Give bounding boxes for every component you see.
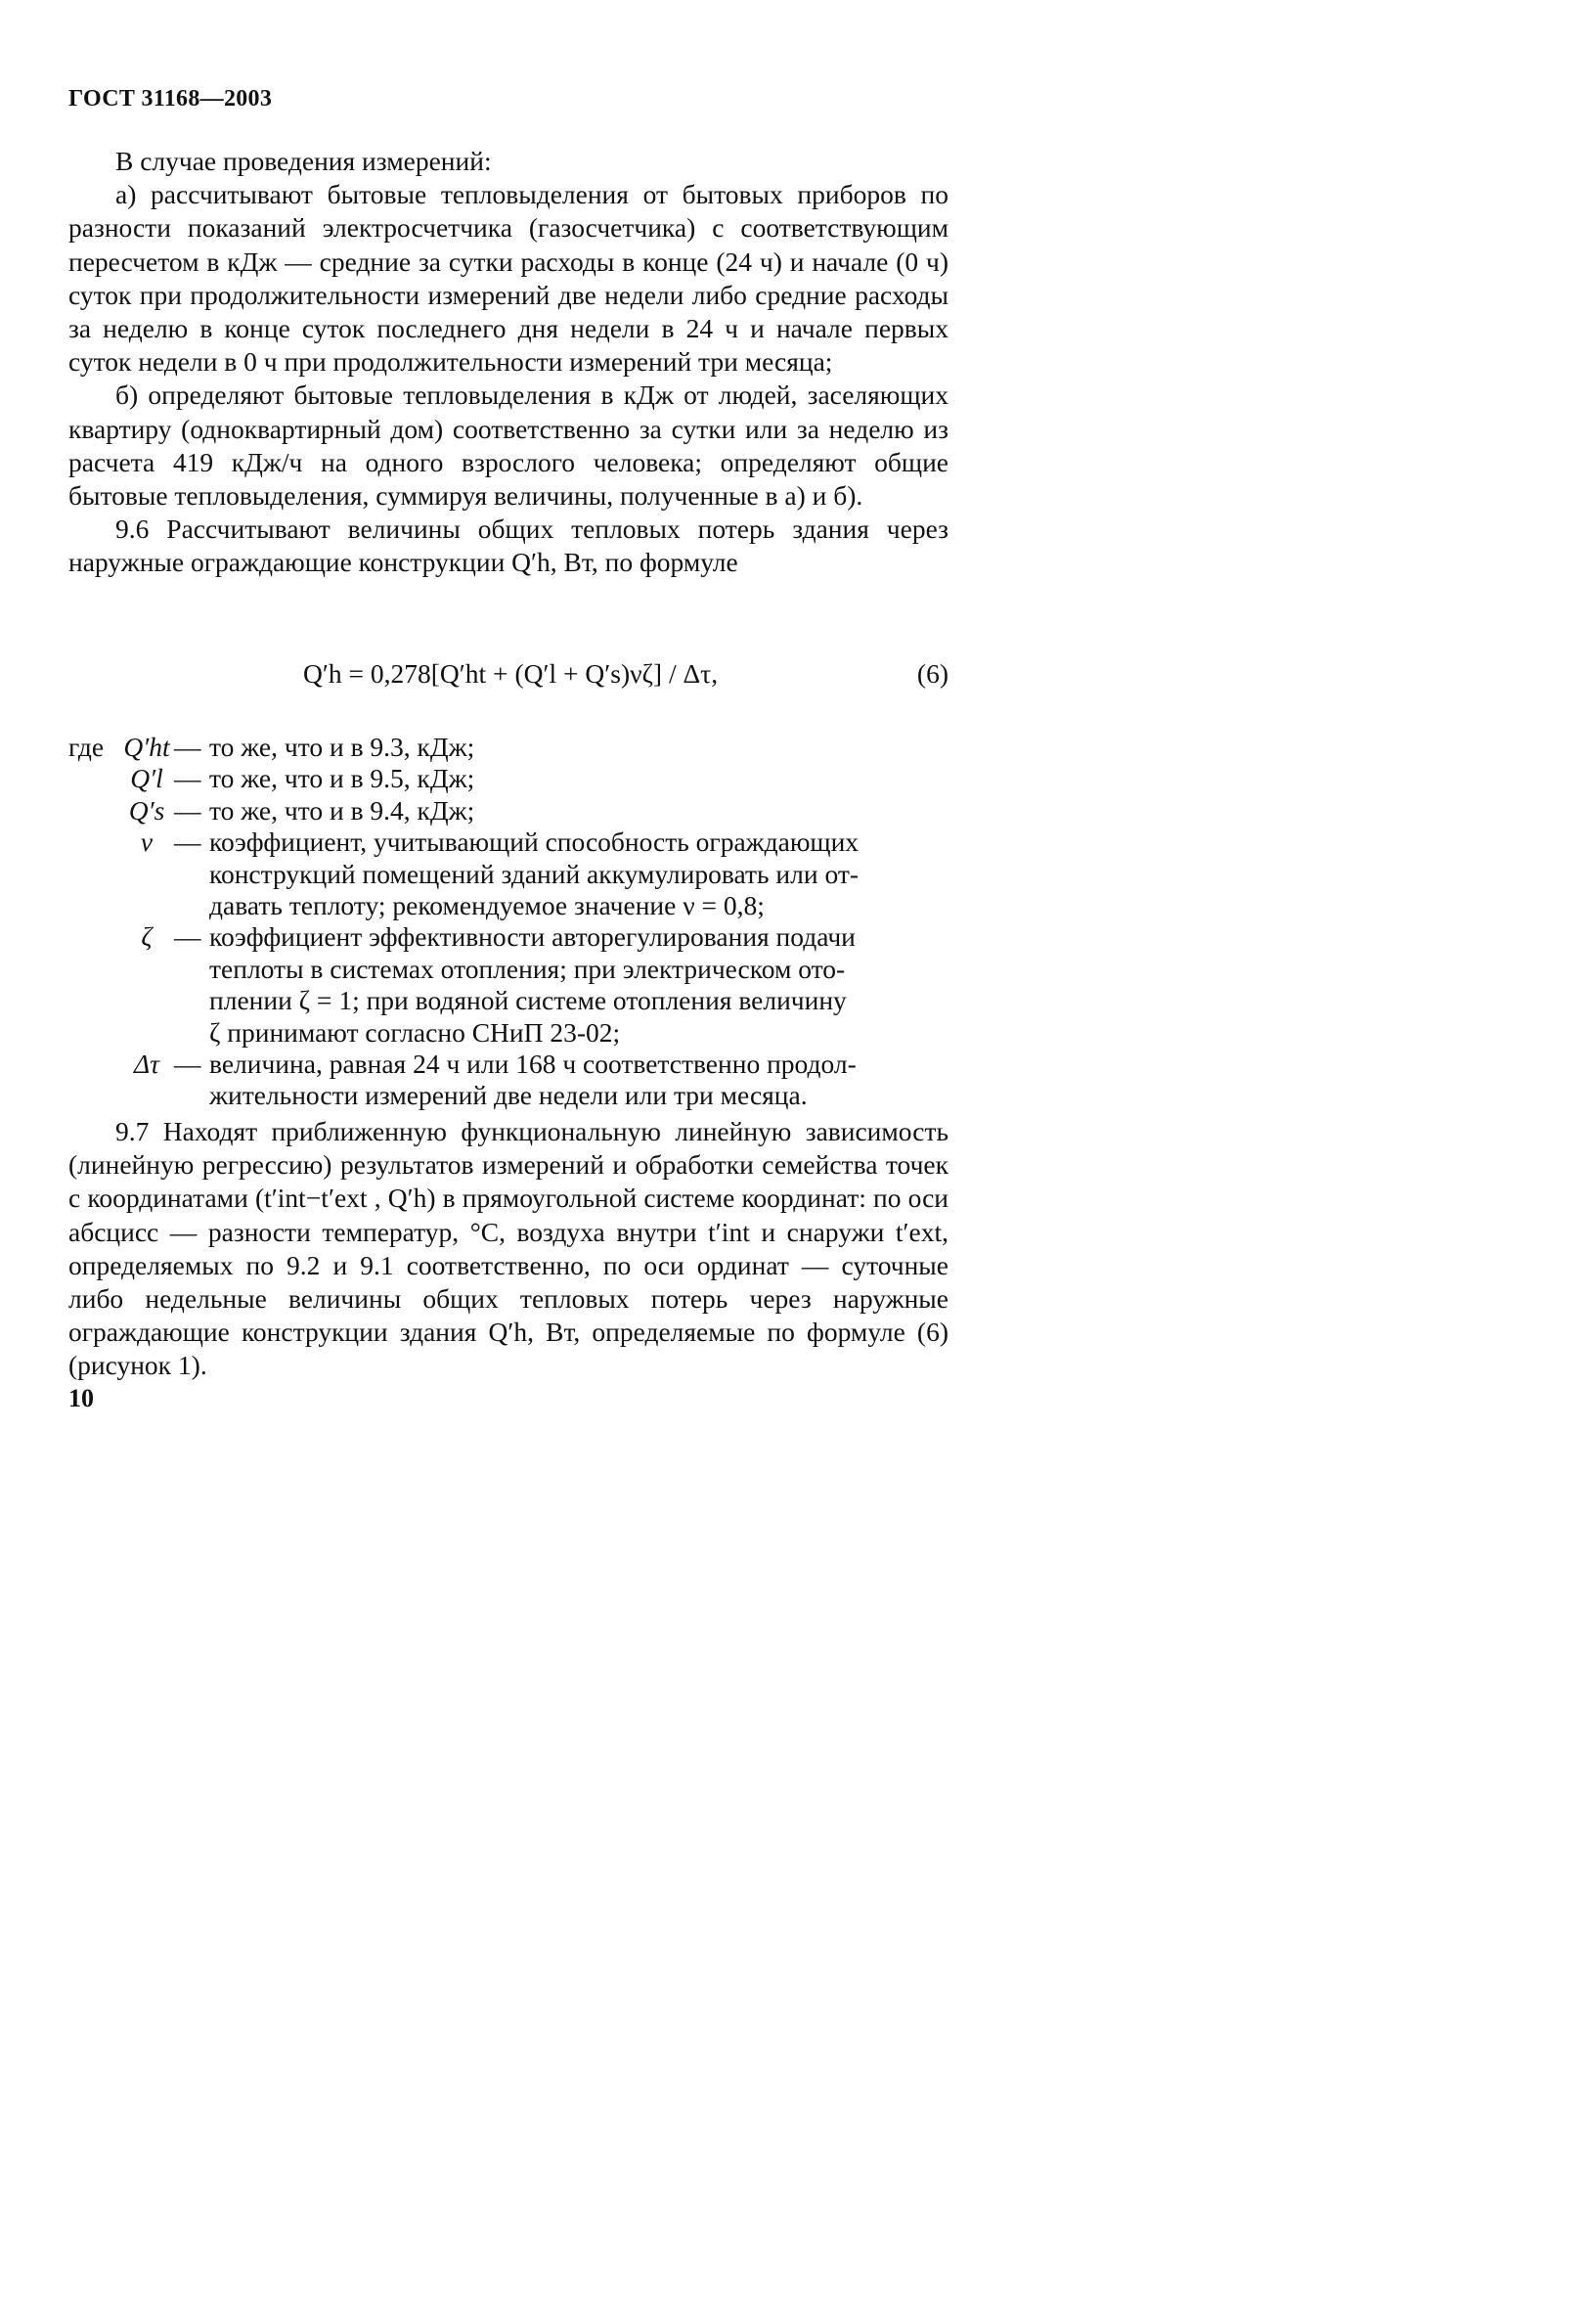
where-description [209, 921, 948, 1049]
where-row [68, 795, 948, 827]
where-description [209, 1049, 948, 1112]
where-dash: — [174, 827, 201, 858]
where-dash: — [174, 921, 201, 953]
where-symbol: ζ [141, 921, 153, 953]
where-symbol: Q′l [130, 763, 163, 794]
where-description [209, 795, 948, 827]
formula-6: Q′h = 0,278[Q′ht + (Q′l + Q′s)νζ] / Δτ, [303, 658, 719, 689]
formula-number: (6) [916, 658, 948, 689]
where-row [68, 827, 948, 921]
description-line: величина, равная 24 ч или 168 ч соответственно продол- [209, 1049, 857, 1080]
description-line: жительности измерений две недели или три месяца. [209, 1080, 808, 1111]
description-line: давать теплоту; рекомендуемое значение ν = 0,8; [209, 890, 765, 921]
closing-text [68, 1115, 948, 1383]
where-description [209, 763, 948, 794]
description-line: конструкций помещений зданий аккумулировать или от- [209, 858, 860, 889]
where-row [68, 921, 948, 1049]
formula-row [68, 658, 948, 697]
where-row [68, 763, 948, 794]
page-header: ГОСТ 31168—2003 [68, 86, 273, 112]
where-word: где [68, 732, 105, 762]
where-symbol: ν [140, 827, 154, 858]
where-description [209, 827, 948, 921]
where-row [68, 1049, 948, 1112]
where-dash: — [174, 1049, 201, 1080]
where-description [209, 732, 948, 763]
main-text [68, 145, 948, 580]
item-a-paragraph: а) рассчитывают бытовые тепловыделения от бытовых приборов по разности показаний электросчетчика (газосчетчика) с соответствующим пересчетом в кДж — средние за сутки расходы в конце (24 ч) и начале (0 ч) суток при продолжительности измерений две недели либо средние расходы за неделю в конце суток последнего дня недели в 24 ч и начале первых суток недели в 0 ч при продолжительности измерений три месяца; [68, 179, 948, 378]
item-b-paragraph: б) определяют бытовые тепловыделения в кДж от людей, заселяющих квартиру (одноквартирный дом) соответственно за сутки или за неделю из расчета 419 кДж/ч на одного взрослого человека; определяют общие бытовые тепловыделения, суммируя величины, полученные в а) и б). [68, 380, 948, 512]
paragraph-9-7: 9.7 Находят приближенную функциональную линейную зависимость (линейную регрессию) результатов измерений и обработки семейства точек с координатами (t′int−t′ext , Q′h) в прямоугольной системе координат: по оси абсцисс — разности температур, °С, воздуха внутри t′int и снаружи t′ext, определяемых по 9.2 и 9.1 соответственно, по оси ординат — суточные либо недельные величины общих тепловых потерь через наружные ограждающие конструкции здания Q′h, Вт, определяемые по формуле (6) (рисунок 1). [68, 1116, 948, 1381]
paragraph-9-6: 9.6 Рассчитывают величины общих тепловых потерь здания через наружные ограждающие конструкции Q′h, Вт, по формуле [68, 514, 948, 578]
description-line: коэффициент эффективности авторегулирования подачи [209, 921, 856, 953]
description-line: ζ принимают согласно СНиП 23-02; [209, 1016, 621, 1048]
intro-paragraph: В случае проведения измерений: [115, 146, 492, 176]
description-line: то же, что и в 9.3, кДж; [209, 732, 475, 762]
where-dash: — [174, 794, 201, 826]
description-line: коэффициент, учитывающий способность ограждающих [209, 827, 860, 858]
where-dash: — [174, 732, 201, 762]
description-line: теплоты в системах отопления; при электрическом ото- [209, 953, 846, 984]
where-symbol: Δτ [134, 1049, 159, 1080]
description-line: то же, что и в 9.4, кДж; [209, 794, 475, 826]
where-list [68, 732, 948, 1112]
description-line: то же, что и в 9.5, кДж; [209, 763, 475, 794]
page-number: 10 [68, 1384, 94, 1412]
where-symbol: Q′ht [123, 732, 170, 762]
where-symbol: Q′s [128, 794, 165, 826]
where-dash: — [174, 763, 201, 794]
description-line: плении ζ = 1; при водяной системе отопления величину [209, 985, 847, 1016]
document-page [0, 0, 1068, 1565]
where-row [68, 732, 948, 763]
